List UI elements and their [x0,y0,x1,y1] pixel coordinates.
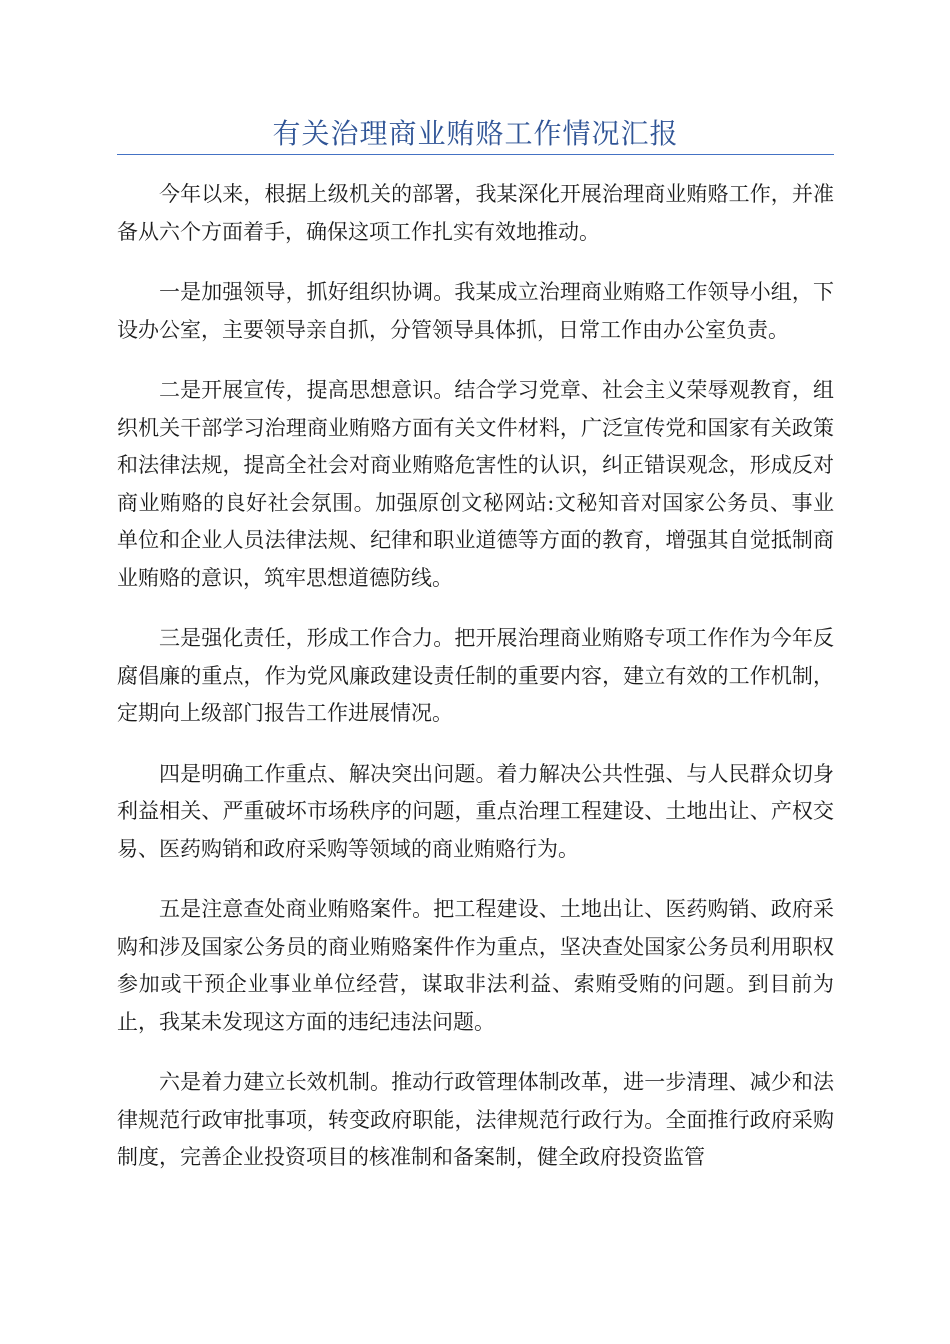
document-title: 有关治理商业贿赂工作情况汇报 [272,117,679,150]
paragraph-item-6: 六是着力建立长效机制。推动行政管理体制改革，进一步清理、减少和法律规范行政审批事项，转变政府职能，法律规范行政行为。全面推行政府采购制度，完善企业投资项目的核准制和备案制，健全政府投资监管 [117,1070,834,1169]
paragraph-item-3: 三是强化责任，形成工作合力。把开展治理商业贿赂专项工作作为今年反腐倡廉的重点，作为党风廉政建设责任制的重要内容，建立有效的工作机制，定期向上级部门报告工作进展情况。 [117,626,834,725]
title-underline [117,154,834,155]
paragraph-item-5: 五是注意查处商业贿赂案件。把工程建设、土地出让、医药购销、政府采购和涉及国家公务员的商业贿赂案件作为重点，坚决查处国家公务员利用职权参加或干预企业事业单位经营，谋取非法利益、索贿受贿的问题。到目前为止，我某未发现这方面的违纪违法问题。 [117,897,834,1034]
paragraph-item-4: 四是明确工作重点、解决突出问题。着力解决公共性强、与人民群众切身利益相关、严重破坏市场秩序的问题，重点治理工程建设、土地出让、产权交易、医药购销和政府采购等领域的商业贿赂行为。 [117,761,834,861]
paragraph-intro: 今年以来，根据上级机关的部署，我某深化开展治理商业贿赂工作，并准备从六个方面着手，确保这项工作扎实有效地推动。 [117,182,834,244]
paragraph-item-2: 二是开展宣传，提高思想意识。结合学习党章、社会主义荣辱观教育，组织机关干部学习治理商业贿赂方面有关文件材料，广泛宣传党和国家有关政策和法律法规，提高全社会对商业贿赂危害性的认识，纠正错误观念，形成反对商业贿赂的良好社会氛围。加强原创文秘网站:文秘知音对国家公务员、事业单位和企业人员法律法规、纪律和职业道德等方面的教育，增强其自觉抵制商业贿赂的意识，筑牢思想道德防线。 [117,378,834,590]
document-body [117,176,834,1200]
paragraph-item-1: 一是加强领导，抓好组织协调。我某成立治理商业贿赂工作领导小组，下设办公室，主要领导亲自抓，分管领导具体抓，日常工作由办公室负责。 [117,280,834,342]
